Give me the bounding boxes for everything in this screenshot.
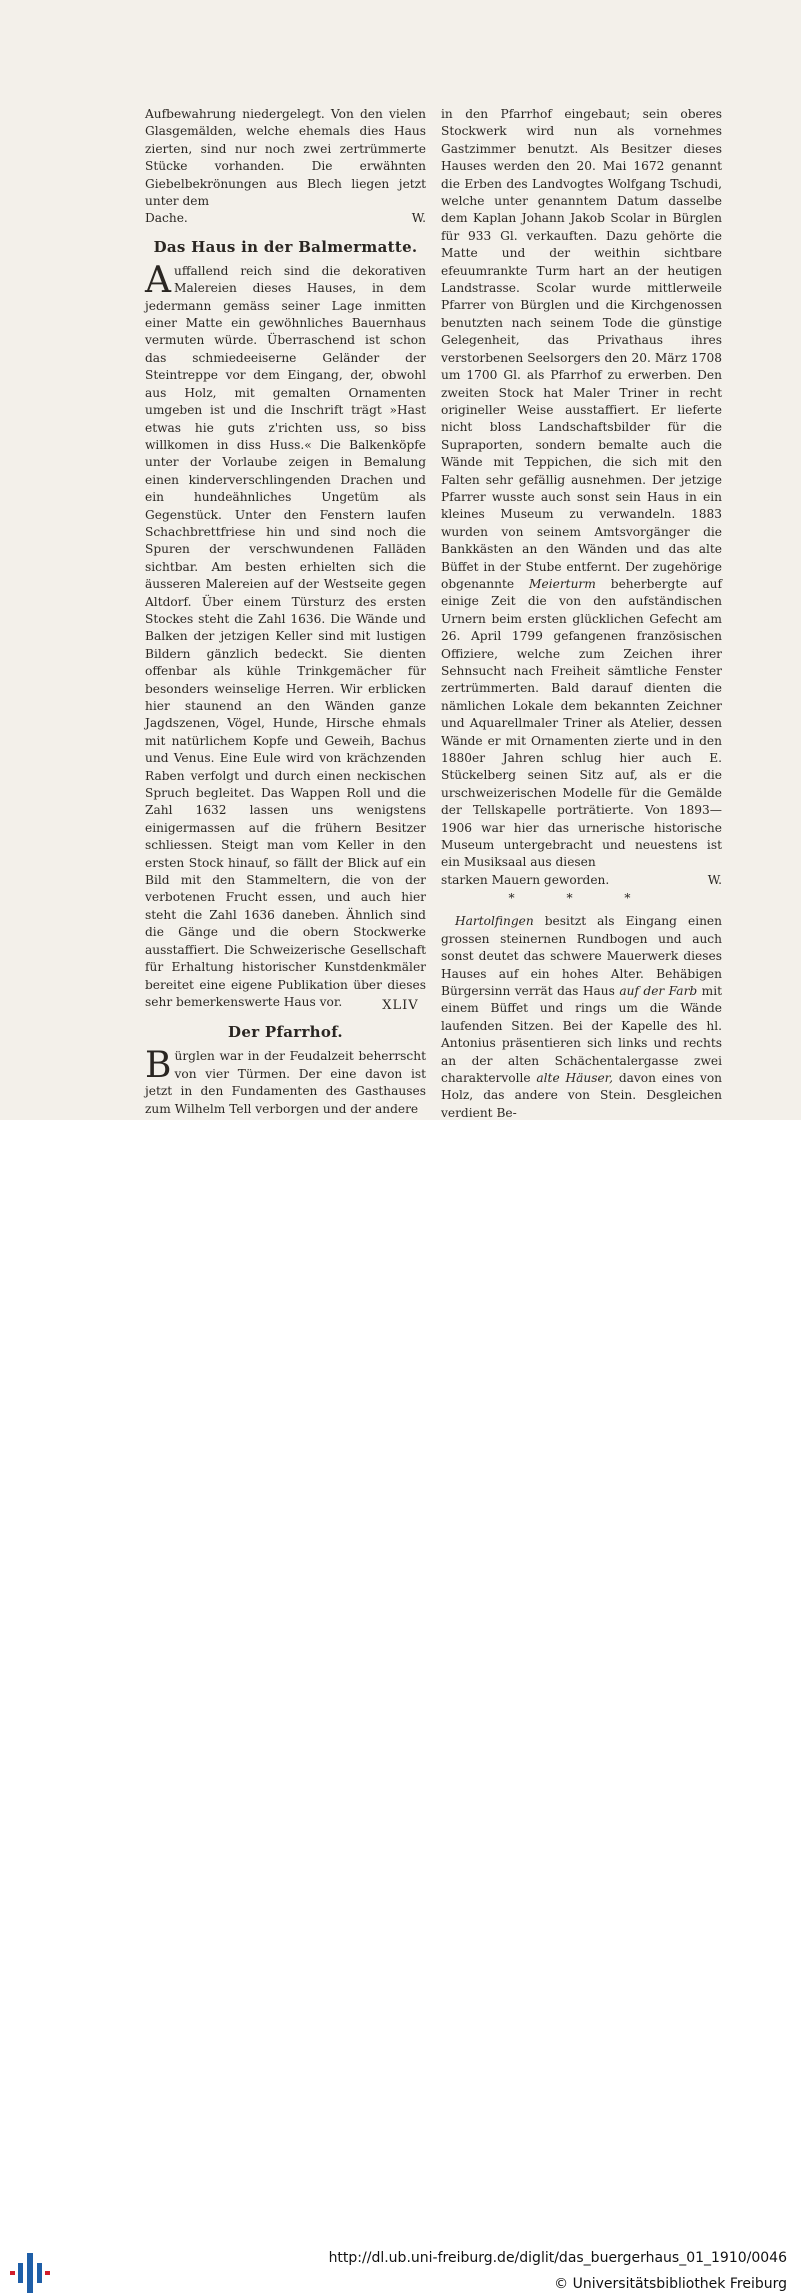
copyright-text: © Universitätsbibliothek Freiburg xyxy=(554,2276,787,2292)
paragraph xyxy=(145,1045,426,1118)
italic-term: alte Häuser, xyxy=(536,1070,614,1085)
drop-cap: B xyxy=(145,1045,172,1087)
paragraph-text: beherbergte auf einige Zeit die von den aufständischen Urnern beim ersten glücklichen Gefecht am 26. April 1799 gefangenen französischen Offiziere, welche zum Zeichen ihrer Sehnsucht nach Freiheit sämtliche Fenster zertrümmerten. Bald darauf dienten die nämlichen Lokale dem bekannten Zeichner und Aquarellmaler Triner als Atelier, dessen Wände er mit Ornamenten zierte und in den 1880er Jahren schlug hier auch E. Stückelberg seinen Sitz auf, als er die urschweizerischen Modelle für die Gemälde der Tellskapelle porträtierte. Von 1893—1906 war hier das urnerische historische Museum untergebracht und neuestens ist ein Musiksaal aus diesen xyxy=(441,576,723,870)
italic-term: auf der Farb xyxy=(619,983,698,998)
signature-line xyxy=(441,872,722,889)
left-column xyxy=(145,106,426,1118)
paragraph-end: Dache. xyxy=(145,211,188,226)
italic-term: Hartolfingen xyxy=(455,914,534,929)
italic-term: Meierturm xyxy=(529,576,596,591)
paragraph xyxy=(145,259,426,1011)
drop-cap: A xyxy=(145,259,171,301)
ub-freiburg-logo-icon xyxy=(10,2253,50,2293)
paragraph xyxy=(145,106,426,210)
book-page xyxy=(0,0,801,1120)
source-url-link[interactable]: http://dl.ub.uni-freiburg.de/diglit/das_buergerhaus_01_1910/0046 xyxy=(328,2250,787,2266)
paragraph-text: mit einem Büffet und rings um die Wände laufenden Sitzen. Bei der Kapelle des hl. Antonius präsentieren sich links und rechts an der alten Schächentalergasse zwei charaktervolle xyxy=(441,983,723,1085)
section-heading-pfarrhof: Der Pfarrhof. xyxy=(228,1023,343,1042)
paragraph-end: starken Mauern geworden. xyxy=(441,872,610,887)
author-initial: W. xyxy=(707,872,722,887)
paragraph-text: uffallend reich sind die dekorativen Malereien dieses Hauses, in dem jedermann gemäss seiner Lage inmitten einer Matte ein gewöhnliches Bauernhaus vermuten würde. Überraschend ist schon das schmiedeeiserne Geländer der Steintreppe vor dem Eingang, der, obwohl aus Holz, mit gemalten Ornamenten umgeben ist und die Inschrift trägt »Hast etwas hie guts z'richten uss, so biss willkomen in diss Huss.« Die Balkenköpfe unter der Vorlaube zeigen in Bemalung einen kinderverschlingenden Drachen und ein hundeähnliches Ungetüm als Gegenstück. Unter den Fenstern laufen Schachbrettfriese hin und sind noch die Spuren der verschwundenen Falläden sichtbar. Am besten erhielten sich die äusseren Malereien auf der Westseite gegen Altdorf. Über einem Türsturz des ersten Stockes steht die Zahl 1636. Die Wände und Balken der jetzigen Keller sind mit lustigen Bildern gänzlich bedeckt. Sie dienten offenbar als kühle Trinkgemächer für besonders weinselige Herren. Wir erblicken hier staunend an den Wänden ganze Jagdszenen, Vögel, Hunde, Hirsche ehmals mit natürlichem Kopfe und Geweih, Bachus und Venus. Eine Eule wird von krächzenden Raben verfolgt und durch einen neckischen Spruch begleitet. Das Wappen Roll und die Zahl 1632 lassen uns wenigstens einigermassen auf die frühern Besitzer schliessen. Steigt man vom Keller in den ersten Stock hinauf, so fällt der Blick auf ein Bild mit den Stammeltern, die von der verbotenen Frucht essen, und auch hier steht die Zahl 1636 daneben. Ähnlich sind die Gänge und die obern Stockwerke ausstaffiert. Die Schweizerische Gesellschaft für Erhaltung historischer Kunstdenkmäler bereitet eine eigene Publikation über dieses sehr bemerkenswerte Haus vor. xyxy=(145,263,426,1009)
paragraph-text: davon eines von Holz, das andere von Stein. Desgleichen verdient Be- xyxy=(441,1070,723,1120)
section-heading-balmermatte: Das Haus in der Balmermatte. xyxy=(153,237,418,256)
paragraph-text: besitzt als Eingang einen grossen steinernen Rundbogen und auch sonst deutet das schwere Mauerwerk dieses Hauses auf ein hohes Alter. Behäbigen Bürgersinn verrät das Haus xyxy=(441,914,722,998)
section-separator-stars: * * * xyxy=(508,891,655,906)
signature-line xyxy=(145,210,426,227)
author-initial: W. xyxy=(411,211,426,226)
page-number: XLIV xyxy=(382,998,419,1013)
paragraph xyxy=(441,913,722,1122)
paragraph-text: in den Pfarrhof eingebaut; sein oberes Stockwerk wird nun als vornehmes Gastzimmer benutzt. Als Besitzer dieses Hauses werden den 20. Mai 1672 genannt die Erben des Landvogtes Wolfgang Tschudi, welche unter genanntem Datum dasselbe dem Kaplan Johann Jakob Scolar in Bürglen für 933 Gl. verkauften. Dazu gehörte die Matte und der weithin sichtbare efeuumrankte Turm hart an der heutigen Landstrasse. Scolar wurde mittlerweile Pfarrer von Bürglen und die Kirchgenossen benutzten nach seinem Tode die günstige Gelegenheit, das Privathaus ihres verstorbenen Seelsorgers den 20. März 1708 um 1700 Gl. als Pfarrhof zu erwerben. Den zweiten Stock hat Maler Triner in recht origineller Weise ausstaffiert. Er lieferte nicht bloss Landschaftsbilder für die Supraporten, sondern bemalte auch die Wände mit Teppichen, die sich mit den Falten sehr gefällig ausnehmen. Der jetzige Pfarrer wusste auch sonst sein Haus in ein kleines Museum zu verwandeln. 1883 wurden von seinem Amtsvorgänger die Bankkästen an den Wänden und das alte Büffet in der Stube entfernt. Der zugehörige obgenannte xyxy=(441,107,722,591)
paragraph xyxy=(441,106,722,872)
right-column xyxy=(441,106,722,1122)
paragraph-text: ürglen war in der Feudalzeit beherrscht von vier Türmen. Der eine davon ist jetzt in den Fundamenten des Gasthauses zum Wilhelm Tell verborgen und der andere xyxy=(145,1049,426,1116)
paragraph-text: Aufbewahrung niedergelegt. Von den vielen Glasgemälden, welche ehemals dies Haus zierten, sind nur noch zwei zertrümmerte Stücke vorhanden. Die erwähnten Giebelbekrönungen aus Blech liegen jetzt unter dem xyxy=(145,107,426,209)
footer-bar xyxy=(0,1120,801,2292)
